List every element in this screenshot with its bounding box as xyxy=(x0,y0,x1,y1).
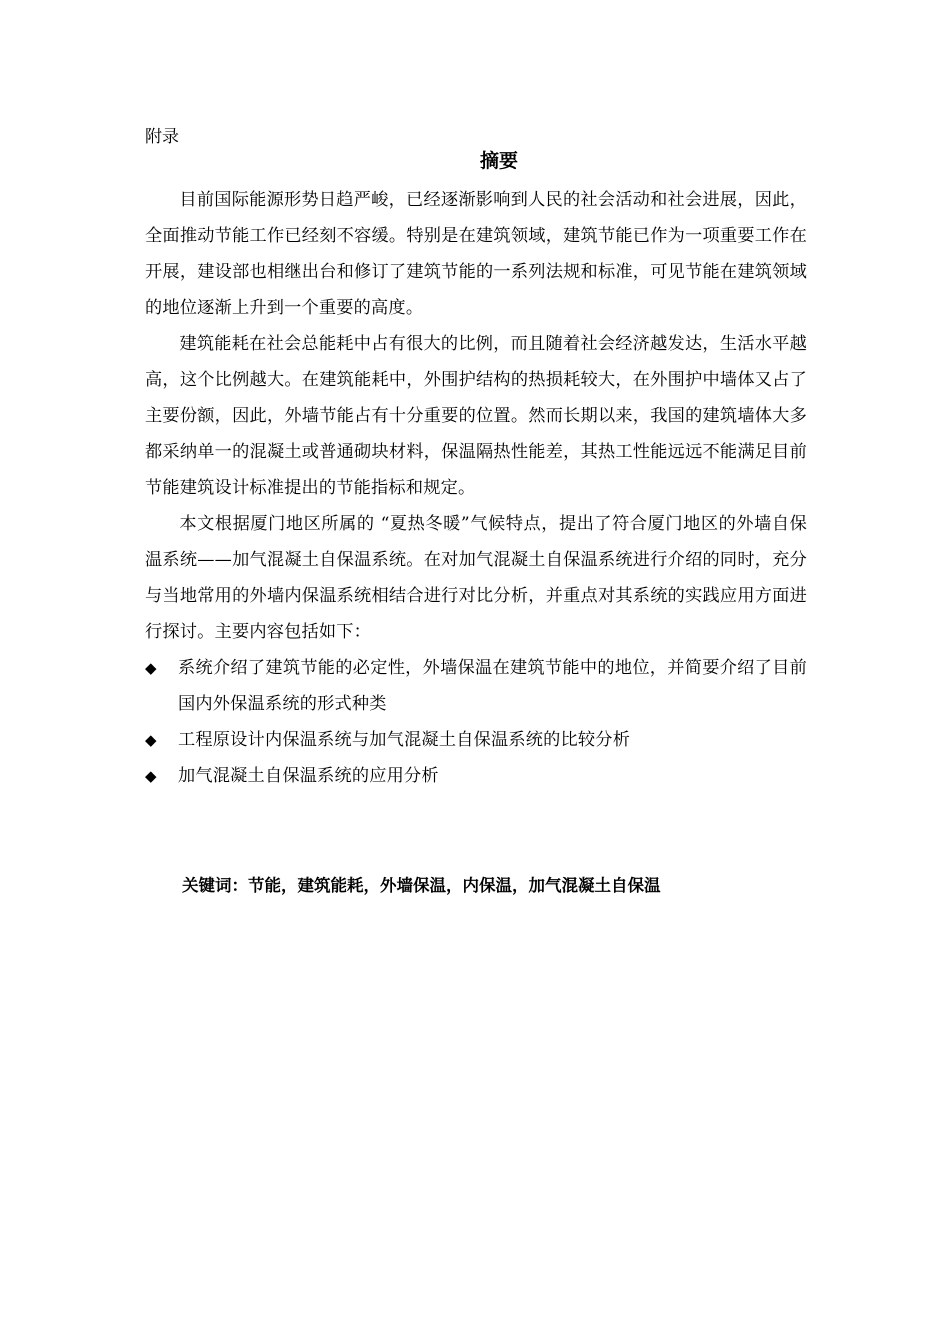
list-item xyxy=(145,650,807,722)
paragraph-3: 本文根据厦门地区所属的 “夏热冬暖”气候特点，提出了符合厦门地区的外墙自保温系统——加气混凝土自保温系统。在对加气混凝土自保温系统进行介绍的同时，充分与当地常用的外墙内保温系统相结合进行对比分析，并重点对其系统的实践应用方面进行探讨。主要内容包括如下： xyxy=(145,514,807,642)
content-list xyxy=(145,650,807,794)
list-item xyxy=(145,758,807,794)
paragraph-1: 目前国际能源形势日趋严峻，已经逐渐影响到人民的社会活动和社会进展，因此，全面推动节能工作已经刻不容缓。特别是在建筑领域，建筑节能已作为一项重要工作在开展，建设部也相继出台和修订了建筑节能的一系列法规和标准，可见节能在建筑领域的地位逐渐上升到一个重要的高度。 xyxy=(145,190,807,318)
keywords-line: 关键词：节能，建筑能耗，外墙保温，内保温，加气混凝土自保温 xyxy=(182,876,661,895)
paragraph-2: 建筑能耗在社会总能耗中占有很大的比例，而且随着社会经济越发达，生活水平越高，这个比例越大。在建筑能耗中，外围护结构的热损耗较大，在外围护中墙体又占了主要份额，因此，外墙节能占有十分重要的位置。然而长期以来，我国的建筑墙体大多都采纳单一的混凝土或普通砌块材料，保温隔热性能差，其热工性能远远不能满足目前节能建筑设计标准提出的节能指标和规定。 xyxy=(145,334,807,498)
diamond-bullet-icon: ◆ xyxy=(145,731,157,749)
list-item-text: 系统介绍了建筑节能的必定性，外墙保温在建筑节能中的地位，并简要介绍了目前国内外保温系统的形式种类 xyxy=(178,658,807,714)
section-label: 附录 xyxy=(145,127,179,147)
list-item-text: 工程原设计内保温系统与加气混凝土自保温系统的比较分析 xyxy=(178,730,631,750)
abstract-body xyxy=(145,182,807,794)
list-item xyxy=(145,722,807,758)
abstract-title: 摘要 xyxy=(479,150,518,172)
diamond-bullet-icon: ◆ xyxy=(145,767,157,785)
diamond-bullet-icon: ◆ xyxy=(145,659,157,677)
list-item-text: 加气混凝土自保温系统的应用分析 xyxy=(178,766,439,786)
